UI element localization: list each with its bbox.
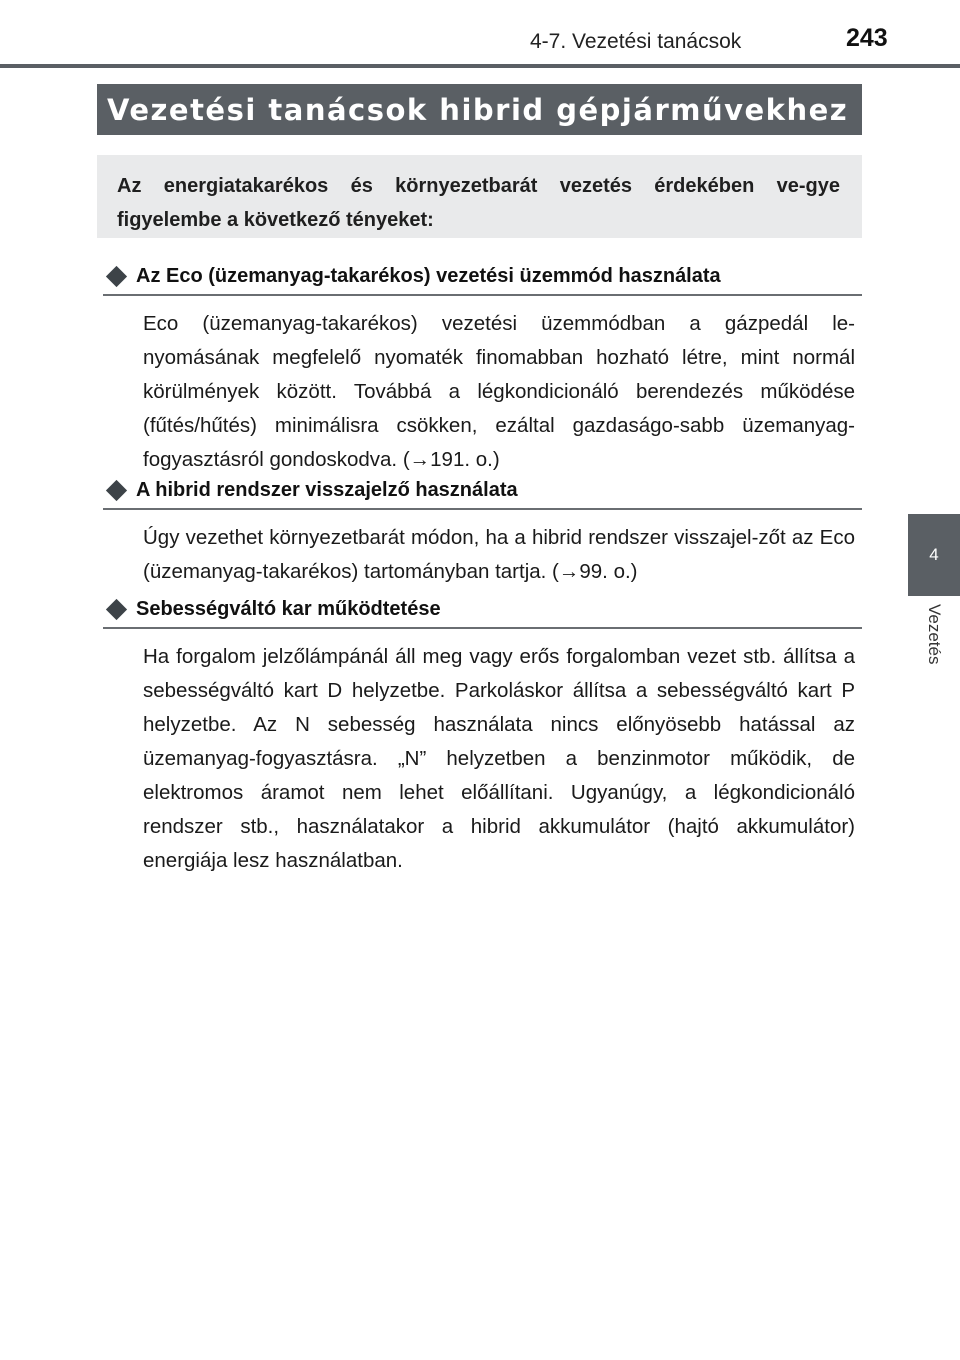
page-number: 243 <box>846 24 888 52</box>
section-eco-mode <box>103 258 862 477</box>
section-body: Úgy vezethet környezetbarát módon, ha a hibrid rendszer visszajel-zőt az Eco (üzemanyag-takarékos) tartományban tartja. (→99. o.) <box>143 526 855 583</box>
intro-box: Az energiatakarékos és környezetbarát vezetés érdekében ve-gye figyelembe a következő tényeket: <box>97 155 862 238</box>
section-heading <box>103 591 862 629</box>
page-title-bar <box>97 84 862 135</box>
chapter-tab <box>908 514 960 596</box>
page-title: Vezetési tanácsok hibrid gépjárművekhez <box>107 92 849 127</box>
diamond-bullet-icon <box>106 479 127 500</box>
section-heading-text: A hibrid rendszer visszajelző használata <box>136 478 518 501</box>
header-divider <box>0 64 960 68</box>
diamond-bullet-icon <box>106 265 127 286</box>
diamond-bullet-icon <box>106 598 127 619</box>
section-heading <box>103 472 862 510</box>
section-body: Ha forgalom jelzőlámpánál áll meg vagy erős forgalomban vezet stb. állítsa a sebességváltó kart D helyzetbe. Parkoláskor állítsa a sebességváltó kart P helyzetbe. Az N sebesség használata nincs előnyösebb hatással az üzemanyag-fogyasztásra. „N” helyzetben a benzinmotor működik, de elektromos áramot nem lehet előállítani. Ugyanúgy, a légkondicionáló rendszer stb., használatakor a hibrid akkumulátor (hajtó akkumulátor) energiája lesz használatban. <box>143 645 855 872</box>
section-hybrid-indicator <box>103 472 862 589</box>
section-shift-lever <box>103 591 862 878</box>
section-heading-text: Az Eco (üzemanyag-takarékos) vezetési üzemmód használata <box>136 264 721 287</box>
chapter-number: 4 <box>929 545 939 564</box>
section-heading <box>103 258 862 296</box>
section-heading-text: Sebességváltó kar működtetése <box>136 597 441 620</box>
running-header-section: 4-7. Vezetési tanácsok <box>530 30 742 53</box>
chapter-title: Vezetés <box>925 604 944 665</box>
section-body: Eco (üzemanyag-takarékos) vezetési üzemmódban a gázpedál le-nyomásának megfelelő nyomaték finomabban hozható létre, mint normál körülmények között. Továbbá a légkondicionáló berendezés működése (fűtés/hűtés) minimálisra csökken, ezáltal gazdaságo-sabb üzemanyag-fogyasztásról gondoskodva. (→191. o.) <box>143 312 855 471</box>
chapter-side-label <box>908 596 960 706</box>
